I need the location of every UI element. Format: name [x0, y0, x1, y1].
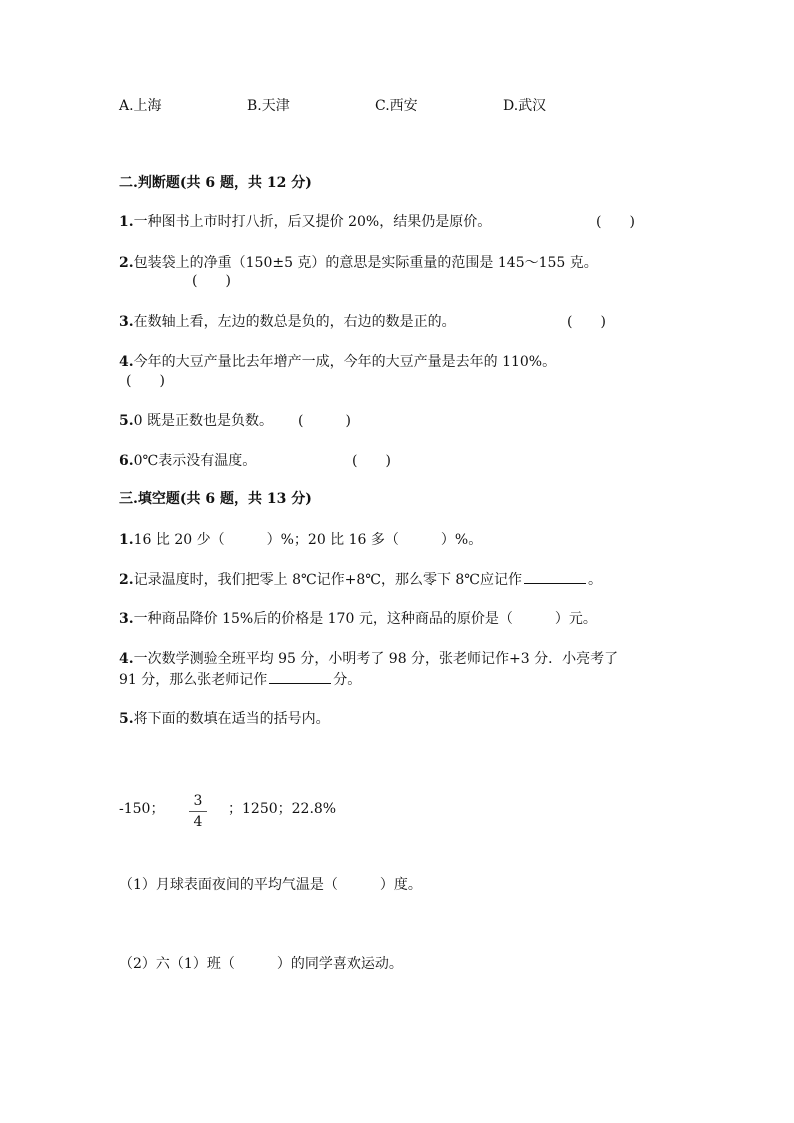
question-number: 6.: [119, 453, 134, 469]
answer-parentheses[interactable]: ( ): [192, 273, 231, 289]
fill-question-3: [119, 610, 597, 628]
question-number: 2.: [119, 255, 134, 271]
fill-question-4-line-1: [119, 650, 618, 668]
fill-question-1: [119, 531, 482, 549]
section-3-title: 三.填空题(共 6 题，共 13 分): [119, 491, 312, 507]
answer-parentheses[interactable]: ( ): [596, 214, 635, 230]
answer-parentheses[interactable]: ( ): [298, 413, 351, 429]
option-d: D.武汉: [503, 98, 547, 114]
fraction-denominator: 4: [193, 814, 203, 830]
fill-question-2: [119, 570, 602, 589]
answer-blank[interactable]: [269, 670, 331, 684]
question-text: 包装袋上的净重（150±5 克）的意思是实际重量的范围是 145～155 克。: [133, 255, 598, 271]
fraction-three-quarters: [189, 793, 207, 830]
number-list-start: -150；: [119, 801, 165, 817]
question-text: 今年的大豆产量比去年增产一成，今年的大豆产量是去年的 110%。: [133, 354, 557, 370]
question-number: 3.: [119, 611, 134, 627]
fill-question-4-line-2: [119, 670, 361, 689]
question-text: 0 既是正数也是负数。: [133, 413, 273, 429]
number-list-end: ；1250；22.8%: [228, 801, 337, 817]
question-number: 2.: [119, 572, 134, 588]
question-text: 一种图书上市时打八折，后又提价 20%，结果仍是原价。: [133, 214, 492, 230]
option-b: B.天津: [247, 98, 290, 114]
sub-question-2: （2）六（1）班（ ）的同学喜欢运动。: [119, 956, 403, 972]
sub-question-1: （1）月球表面夜间的平均气温是（ ）度。: [119, 877, 422, 893]
judge-question-6: [119, 452, 256, 470]
answer-blank[interactable]: [524, 570, 586, 584]
judge-question-1: [119, 213, 491, 231]
question-number: 1.: [119, 214, 134, 230]
question-text: 91 分，那么张老师记作: [119, 672, 268, 688]
option-a: A.上海: [119, 98, 162, 114]
judge-question-3: [119, 313, 456, 331]
judge-question-5: [119, 412, 273, 430]
question-number: 4.: [119, 354, 134, 370]
answer-parentheses[interactable]: ( ): [352, 453, 391, 469]
fill-question-5: [119, 710, 330, 728]
question-number: 5.: [119, 711, 134, 727]
question-number: 5.: [119, 413, 134, 429]
question-text: 在数轴上看，左边的数总是负的，右边的数是正的。: [133, 314, 456, 330]
answer-parentheses[interactable]: ( ): [567, 314, 606, 330]
question-number: 1.: [119, 532, 134, 548]
judge-question-4: [119, 353, 556, 371]
section-2-title: 二.判断题(共 6 题，共 12 分): [119, 175, 312, 191]
question-text: 0℃表示没有温度。: [133, 453, 257, 469]
judge-question-2: [119, 254, 598, 272]
question-text-end: 。: [587, 572, 602, 588]
question-text: 一次数学测验全班平均 95 分，小明考了 98 分，张老师记作+3 分．小亮考了: [133, 651, 619, 667]
option-c: C.西安: [375, 98, 418, 114]
question-text: 记录温度时，我们把零上 8℃记作+8℃，那么零下 8℃应记作: [133, 572, 522, 588]
question-text: 16 比 20 少（ ）%；20 比 16 多（ ）%。: [133, 532, 483, 548]
fraction-bar: [189, 811, 207, 812]
question-text: 一种商品降价 15%后的价格是 170 元，这种商品的原价是（ ）元。: [133, 611, 597, 627]
question-text: 将下面的数填在适当的括号内。: [133, 711, 330, 727]
question-text-end: 分。: [333, 672, 362, 688]
fraction-numerator: 3: [193, 793, 203, 809]
question-number: 3.: [119, 314, 134, 330]
question-number: 4.: [119, 651, 134, 667]
answer-parentheses[interactable]: ( ): [126, 373, 165, 389]
